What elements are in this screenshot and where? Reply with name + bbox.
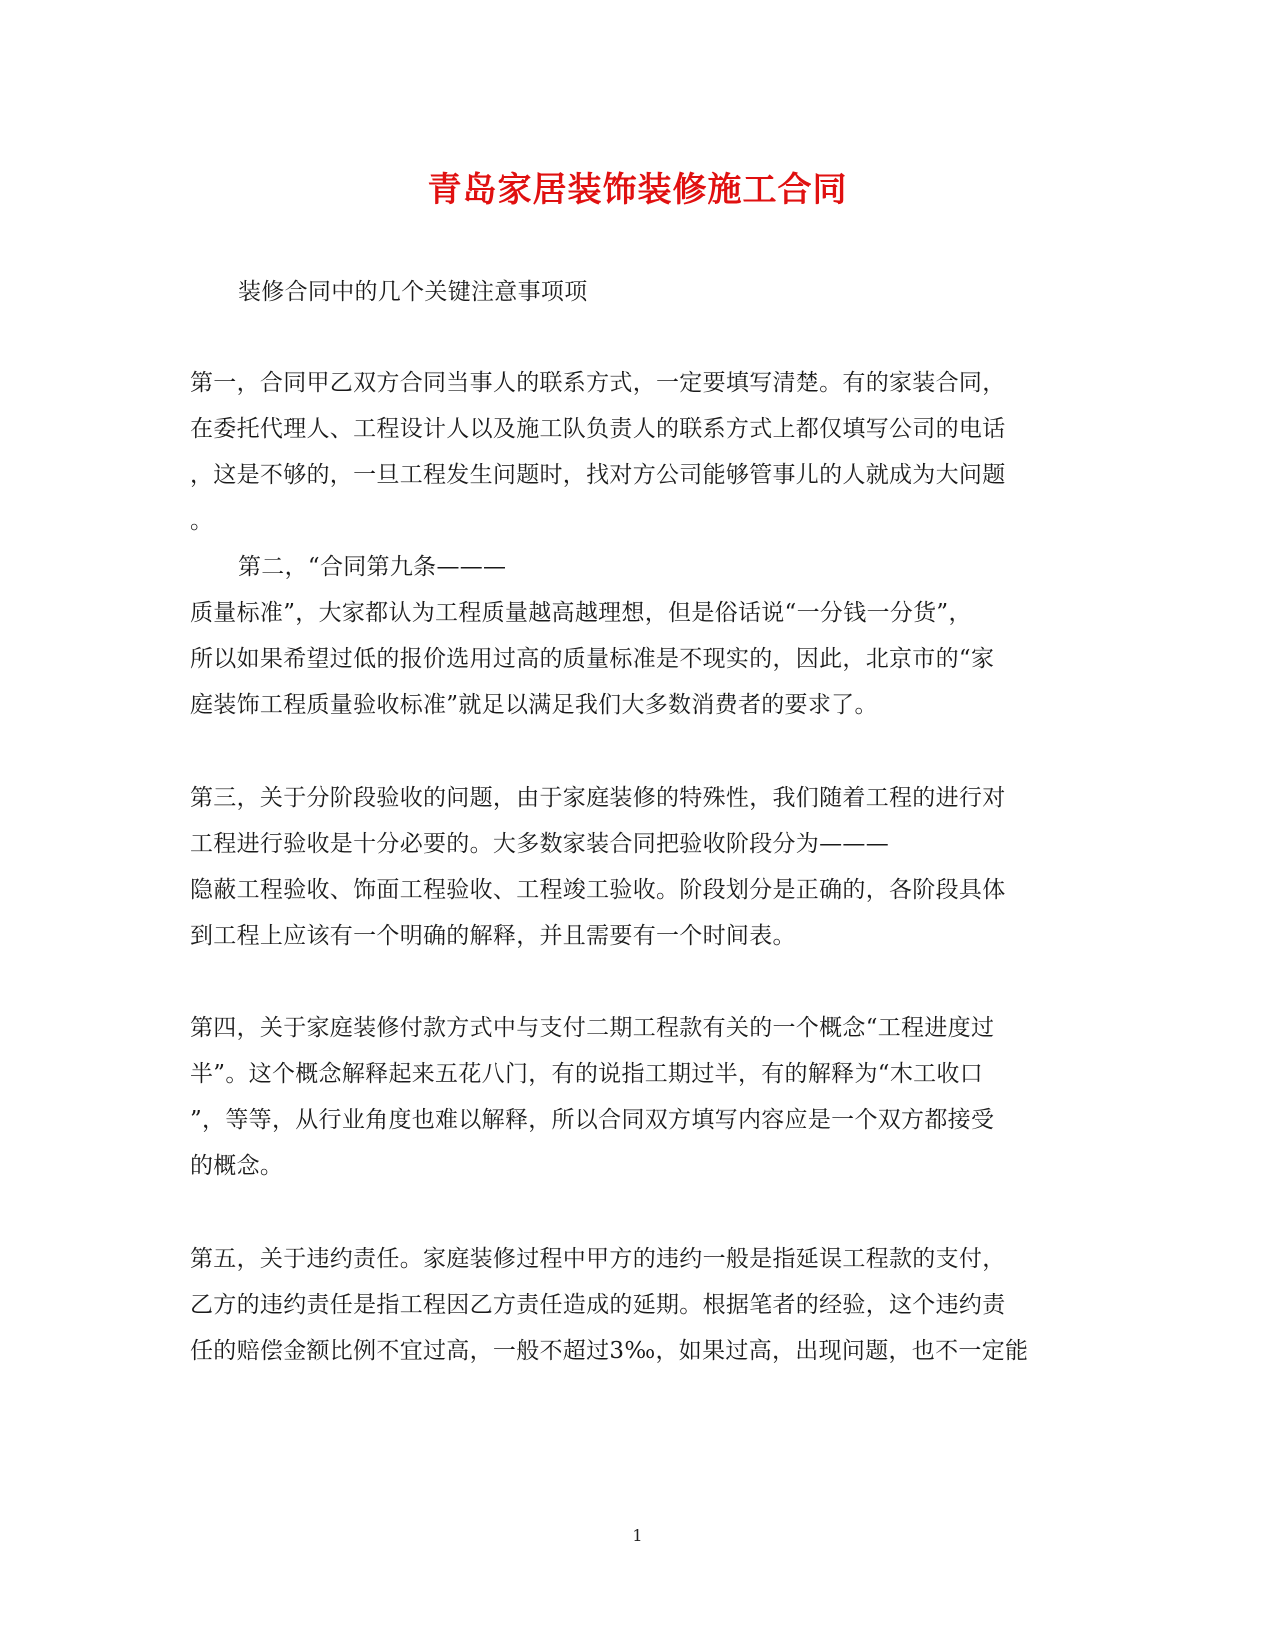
paragraph-4-line-2: 半”。这个概念解释起来五花八门，有的说指工期过半，有的解释为“木工收口 [190,1061,984,1087]
paragraph-5-line-3: 任的赔偿金额比例不宜过高，一般不超过3‰，如果过高，出现问题，也不一定能 [190,1338,1029,1364]
paragraph-4-line-1: 第四，关于家庭装修付款方式中与支付二期工程款有关的一个概念“工程进度过 [190,1015,995,1041]
paragraph-3-line-3: 隐蔽工程验收、饰面工程验收、工程竣工验收。阶段划分是正确的，各阶段具体 [190,877,1006,903]
document-title: 青岛家居装饰装修施工合同 [427,170,848,210]
paragraph-2-line-2: 质量标准”，大家都认为工程质量越高越理想，但是俗话说“一分钱一分货”， [190,600,972,626]
paragraph-3-line-4: 到工程上应该有一个明确的解释，并且需要有一个时间表。 [190,923,796,949]
paragraph-3-line-2: 工程进行验收是十分必要的。大多数家装合同把验收阶段分为——— [190,831,889,857]
paragraph-5-line-1: 第五，关于违约责任。家庭装修过程中甲方的违约一般是指延误工程款的支付， [190,1246,1006,1272]
paragraph-1-line-1: 第一，合同甲乙双方合同当事人的联系方式，一定要填写清楚。有的家装合同， [190,370,1006,396]
paragraph-5-line-2: 乙方的违约责任是指工程因乙方责任造成的延期。根据笔者的经验，这个违约责 [190,1292,1006,1318]
paragraph-2-line-1: 第二，“合同第九条——— [238,554,507,580]
paragraph-1-line-2: 在委托代理人、工程设计人以及施工队负责人的联系方式上都仅填写公司的电话 [190,416,1006,442]
paragraph-1-line-3: ，这是不够的，一旦工程发生问题时，找对方公司能够管事儿的人就成为大问题 [190,462,1006,488]
paragraph-1-line-4: 。 [190,508,214,534]
page-number: 1 [632,1526,643,1545]
paragraph-4-line-4: 的概念。 [190,1153,284,1179]
paragraph-2-line-3: 所以如果希望过低的报价选用过高的质量标准是不现实的，因此，北京市的“家 [190,646,995,672]
paragraph-3-line-1: 第三，关于分阶段验收的问题，由于家庭装修的特殊性，我们随着工程的进行对 [190,785,1006,811]
paragraph-4-line-3: ”，等等，从行业角度也难以解释，所以合同双方填写内容应是一个双方都接受 [190,1107,995,1133]
document-subtitle: 装修合同中的几个关键注意事项项 [238,279,588,305]
paragraph-2-line-4: 庭装饰工程质量验收标准”就足以满足我们大多数消费者的要求了。 [190,692,878,718]
